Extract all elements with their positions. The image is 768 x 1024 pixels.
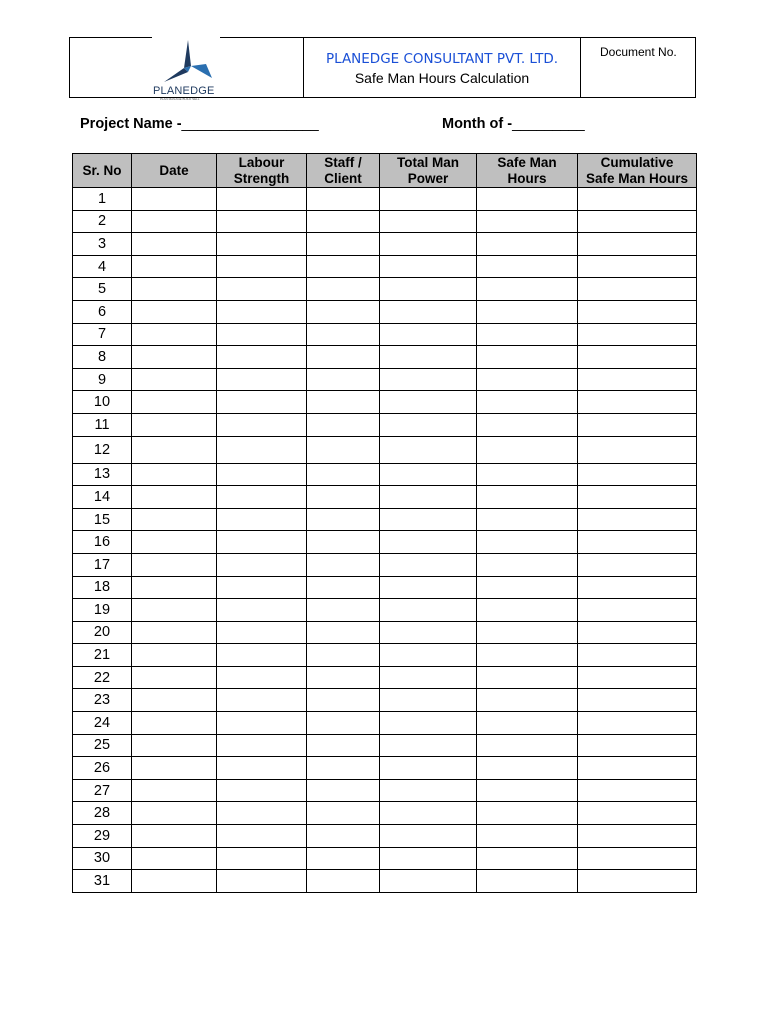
entry-cell[interactable]: [578, 553, 697, 576]
entry-cell[interactable]: [477, 463, 578, 486]
entry-cell[interactable]: [477, 666, 578, 689]
serial-number-cell: 2: [73, 210, 132, 233]
entry-cell[interactable]: [477, 802, 578, 825]
entry-cell[interactable]: [477, 210, 578, 233]
column-header-line: Sr. No: [82, 162, 122, 178]
entry-cell[interactable]: [380, 300, 477, 323]
entry-cell[interactable]: [578, 825, 697, 848]
entry-cell[interactable]: [477, 323, 578, 346]
entry-cell[interactable]: [477, 531, 578, 554]
entry-cell[interactable]: [380, 779, 477, 802]
entry-cell[interactable]: [217, 233, 307, 256]
month-blank[interactable]: _________: [512, 116, 585, 132]
entry-cell[interactable]: [477, 508, 578, 531]
entry-cell[interactable]: [217, 188, 307, 211]
entry-cell[interactable]: [307, 413, 380, 436]
serial-number-cell: 5: [73, 278, 132, 301]
entry-cell[interactable]: [380, 825, 477, 848]
entry-cell[interactable]: [132, 689, 217, 712]
table-row: [73, 847, 697, 870]
entry-cell[interactable]: [477, 825, 578, 848]
project-name-field[interactable]: [80, 116, 319, 132]
entry-cell[interactable]: [578, 368, 697, 391]
column-header-line: Client: [324, 170, 362, 186]
document-number-cell[interactable]: [581, 38, 695, 97]
entry-cell[interactable]: [477, 870, 578, 893]
entry-cell[interactable]: [380, 847, 477, 870]
entry-cell[interactable]: [217, 323, 307, 346]
table-body: [73, 188, 697, 893]
entry-cell[interactable]: [578, 210, 697, 233]
serial-number-cell: 8: [73, 346, 132, 369]
entry-cell[interactable]: [380, 712, 477, 735]
table-row: [73, 413, 697, 436]
entry-cell[interactable]: [132, 802, 217, 825]
table-row: [73, 802, 697, 825]
entry-cell[interactable]: [477, 255, 578, 278]
column-header-line: Safe Man Hours: [585, 170, 689, 186]
table-row: [73, 463, 697, 486]
project-name-label: Project Name -: [80, 116, 182, 132]
entry-cell[interactable]: [578, 463, 697, 486]
entry-cell[interactable]: [307, 734, 380, 757]
entry-cell[interactable]: [307, 463, 380, 486]
entry-cell[interactable]: [477, 233, 578, 256]
serial-number-cell: 3: [73, 233, 132, 256]
entry-cell[interactable]: [132, 644, 217, 667]
entry-cell[interactable]: [132, 734, 217, 757]
entry-cell[interactable]: [132, 553, 217, 576]
entry-cell[interactable]: [132, 346, 217, 369]
table-row: [73, 210, 697, 233]
entry-cell[interactable]: [307, 847, 380, 870]
entry-cell[interactable]: [132, 323, 217, 346]
entry-cell[interactable]: [380, 463, 477, 486]
entry-cell[interactable]: [578, 346, 697, 369]
column-header-line: Labour: [238, 154, 285, 170]
entry-cell[interactable]: [307, 391, 380, 414]
serial-number-cell: 21: [73, 644, 132, 667]
serial-number-cell: 7: [73, 323, 132, 346]
table-header-row: [73, 154, 697, 188]
entry-cell[interactable]: [132, 210, 217, 233]
table-row: [73, 368, 697, 391]
entry-cell[interactable]: [477, 779, 578, 802]
serial-number-cell: 20: [73, 621, 132, 644]
entry-cell[interactable]: [578, 576, 697, 599]
table-row: [73, 666, 697, 689]
table-row: [73, 599, 697, 622]
entry-cell[interactable]: [132, 847, 217, 870]
entry-cell[interactable]: [217, 870, 307, 893]
column-header-line: Safe Man: [497, 154, 557, 170]
planedge-logo-icon: [154, 38, 218, 86]
entry-cell[interactable]: [380, 413, 477, 436]
company-name: PLANEDGE CONSULTANT PVT. LTD.: [325, 51, 559, 67]
column-header: [307, 154, 380, 188]
table-row: [73, 323, 697, 346]
entry-cell[interactable]: [380, 255, 477, 278]
entry-cell[interactable]: [477, 346, 578, 369]
entry-cell[interactable]: [578, 644, 697, 667]
column-header: [380, 154, 477, 188]
entry-cell[interactable]: [380, 368, 477, 391]
entry-cell[interactable]: [477, 734, 578, 757]
document-number-label: Document No.: [600, 45, 677, 59]
serial-number-cell: 31: [73, 870, 132, 893]
serial-number-cell: 24: [73, 712, 132, 735]
entry-cell[interactable]: [477, 847, 578, 870]
entry-cell[interactable]: [380, 599, 477, 622]
entry-cell[interactable]: [307, 757, 380, 780]
entry-cell[interactable]: [132, 779, 217, 802]
form-title: Safe Man Hours Calculation: [354, 70, 530, 86]
entry-cell[interactable]: [477, 368, 578, 391]
entry-cell[interactable]: [307, 779, 380, 802]
entry-cell[interactable]: [307, 531, 380, 554]
serial-number-cell: 13: [73, 463, 132, 486]
entry-cell[interactable]: [380, 233, 477, 256]
entry-cell[interactable]: [380, 621, 477, 644]
entry-cell[interactable]: [307, 644, 380, 667]
entry-cell[interactable]: [477, 712, 578, 735]
entry-cell[interactable]: [307, 436, 380, 463]
entry-cell[interactable]: [217, 300, 307, 323]
entry-cell[interactable]: [307, 553, 380, 576]
table-row: [73, 436, 697, 463]
table-row: [73, 621, 697, 644]
entry-cell[interactable]: [578, 436, 697, 463]
serial-number-cell: 28: [73, 802, 132, 825]
table-row: [73, 644, 697, 667]
entry-cell[interactable]: [217, 391, 307, 414]
table-row: [73, 233, 697, 256]
entry-cell[interactable]: [380, 576, 477, 599]
entry-cell[interactable]: [307, 323, 380, 346]
entry-cell[interactable]: [217, 576, 307, 599]
entry-cell[interactable]: [217, 278, 307, 301]
entry-cell[interactable]: [132, 666, 217, 689]
entry-cell[interactable]: [307, 210, 380, 233]
column-header-line: Date: [159, 162, 189, 178]
entry-cell[interactable]: [217, 508, 307, 531]
entry-cell[interactable]: [477, 553, 578, 576]
entry-cell[interactable]: [217, 255, 307, 278]
entry-cell[interactable]: [578, 757, 697, 780]
title-cell: [304, 38, 581, 97]
entry-cell[interactable]: [307, 255, 380, 278]
entry-cell[interactable]: [132, 621, 217, 644]
entry-cell[interactable]: [217, 779, 307, 802]
entry-cell[interactable]: [132, 278, 217, 301]
serial-number-cell: 16: [73, 531, 132, 554]
table-row: [73, 255, 697, 278]
entry-cell[interactable]: [307, 870, 380, 893]
serial-number-cell: 10: [73, 391, 132, 414]
column-header-line: Cumulative: [600, 154, 674, 170]
entry-cell[interactable]: [217, 210, 307, 233]
entry-cell[interactable]: [380, 689, 477, 712]
entry-cell[interactable]: [217, 463, 307, 486]
project-name-blank[interactable]: _________________: [181, 116, 319, 132]
table-row: [73, 486, 697, 509]
table-row: [73, 870, 697, 893]
column-header-line: Staff /: [324, 154, 362, 170]
serial-number-cell: 25: [73, 734, 132, 757]
month-field[interactable]: [442, 116, 585, 132]
serial-number-cell: 30: [73, 847, 132, 870]
logo-wordmark: PLANEDGE: [153, 85, 215, 97]
entry-cell[interactable]: [217, 413, 307, 436]
entry-cell[interactable]: [477, 644, 578, 667]
serial-number-cell: 11: [73, 413, 132, 436]
entry-cell[interactable]: [380, 508, 477, 531]
entry-cell[interactable]: [477, 300, 578, 323]
entry-cell[interactable]: [307, 188, 380, 211]
column-header: [578, 154, 697, 188]
serial-number-cell: 17: [73, 553, 132, 576]
entry-cell[interactable]: [217, 689, 307, 712]
entry-cell[interactable]: [380, 210, 477, 233]
logo-cell: [70, 38, 304, 101]
entry-cell[interactable]: [132, 255, 217, 278]
entry-cell[interactable]: [578, 712, 697, 735]
entry-cell[interactable]: [477, 413, 578, 436]
table-row: [73, 825, 697, 848]
entry-cell[interactable]: [578, 689, 697, 712]
entry-cell[interactable]: [578, 802, 697, 825]
serial-number-cell: 27: [73, 779, 132, 802]
entry-cell[interactable]: [380, 346, 477, 369]
entry-cell[interactable]: [380, 323, 477, 346]
entry-cell[interactable]: [132, 436, 217, 463]
entry-cell[interactable]: [477, 599, 578, 622]
serial-number-cell: 19: [73, 599, 132, 622]
entry-cell[interactable]: [217, 486, 307, 509]
entry-cell[interactable]: [217, 712, 307, 735]
entry-cell[interactable]: [380, 188, 477, 211]
table-row: [73, 734, 697, 757]
entry-cell[interactable]: [578, 847, 697, 870]
serial-number-cell: 4: [73, 255, 132, 278]
table-row: [73, 757, 697, 780]
table-row: [73, 278, 697, 301]
entry-cell[interactable]: [307, 233, 380, 256]
entry-cell[interactable]: [217, 599, 307, 622]
entry-cell[interactable]: [132, 463, 217, 486]
entry-cell[interactable]: [380, 553, 477, 576]
entry-cell[interactable]: [217, 531, 307, 554]
entry-cell[interactable]: [578, 391, 697, 414]
entry-cell[interactable]: [578, 413, 697, 436]
entry-cell[interactable]: [380, 436, 477, 463]
entry-cell[interactable]: [132, 531, 217, 554]
serial-number-cell: 9: [73, 368, 132, 391]
entry-cell[interactable]: [578, 666, 697, 689]
table-row: [73, 346, 697, 369]
entry-cell[interactable]: [217, 644, 307, 667]
entry-cell[interactable]: [578, 323, 697, 346]
entry-cell[interactable]: [380, 486, 477, 509]
entry-cell[interactable]: [307, 621, 380, 644]
table-row: [73, 779, 697, 802]
document-header: [69, 37, 696, 101]
entry-cell[interactable]: [132, 233, 217, 256]
entry-cell[interactable]: [578, 255, 697, 278]
entry-cell[interactable]: [307, 368, 380, 391]
entry-cell[interactable]: [380, 531, 477, 554]
entry-cell[interactable]: [132, 188, 217, 211]
entry-cell[interactable]: [578, 734, 697, 757]
entry-cell[interactable]: [132, 508, 217, 531]
entry-cell[interactable]: [217, 825, 307, 848]
entry-cell[interactable]: [578, 508, 697, 531]
serial-number-cell: 23: [73, 689, 132, 712]
entry-cell[interactable]: [477, 391, 578, 414]
entry-cell[interactable]: [477, 436, 578, 463]
entry-cell[interactable]: [307, 802, 380, 825]
entry-cell[interactable]: [217, 734, 307, 757]
column-header: [73, 154, 132, 188]
entry-cell[interactable]: [477, 486, 578, 509]
entry-cell[interactable]: [217, 553, 307, 576]
serial-number-cell: 14: [73, 486, 132, 509]
entry-cell[interactable]: [578, 233, 697, 256]
entry-cell[interactable]: [132, 576, 217, 599]
entry-cell[interactable]: [307, 599, 380, 622]
entry-cell[interactable]: [380, 757, 477, 780]
serial-number-cell: 15: [73, 508, 132, 531]
entry-cell[interactable]: [578, 278, 697, 301]
column-header-line: Power: [407, 170, 449, 186]
table-row: [73, 391, 697, 414]
entry-cell[interactable]: [132, 870, 217, 893]
entry-cell[interactable]: [380, 734, 477, 757]
entry-cell[interactable]: [217, 757, 307, 780]
entry-cell[interactable]: [307, 689, 380, 712]
table-row: [73, 689, 697, 712]
entry-cell[interactable]: [132, 391, 217, 414]
serial-number-cell: 12: [73, 436, 132, 463]
entry-cell[interactable]: [132, 486, 217, 509]
entry-cell[interactable]: [578, 300, 697, 323]
entry-cell[interactable]: [578, 486, 697, 509]
safe-man-hours-table: [72, 153, 697, 893]
entry-cell[interactable]: [307, 300, 380, 323]
entry-cell[interactable]: [132, 300, 217, 323]
entry-cell[interactable]: [217, 621, 307, 644]
serial-number-cell: 6: [73, 300, 132, 323]
serial-number-cell: 18: [73, 576, 132, 599]
entry-cell[interactable]: [477, 278, 578, 301]
entry-cell[interactable]: [307, 508, 380, 531]
entry-cell[interactable]: [132, 757, 217, 780]
entry-cell[interactable]: [578, 531, 697, 554]
logo-tagline: PLAN MANAGE BUILD SELL: [160, 97, 200, 101]
column-header: [477, 154, 578, 188]
entry-cell[interactable]: [307, 346, 380, 369]
entry-cell[interactable]: [578, 870, 697, 893]
table-row: [73, 508, 697, 531]
entry-cell[interactable]: [307, 486, 380, 509]
entry-cell[interactable]: [578, 779, 697, 802]
table-row: [73, 576, 697, 599]
entry-cell[interactable]: [477, 621, 578, 644]
table-row: [73, 300, 697, 323]
table-row: [73, 531, 697, 554]
entry-cell[interactable]: [217, 436, 307, 463]
entry-cell[interactable]: [477, 757, 578, 780]
entry-cell[interactable]: [477, 576, 578, 599]
entry-cell[interactable]: [132, 368, 217, 391]
entry-cell[interactable]: [380, 666, 477, 689]
column-header: [132, 154, 217, 188]
entry-cell[interactable]: [132, 825, 217, 848]
entry-cell[interactable]: [217, 368, 307, 391]
entry-cell[interactable]: [380, 391, 477, 414]
entry-cell[interactable]: [578, 599, 697, 622]
entry-cell[interactable]: [307, 278, 380, 301]
entry-cell[interactable]: [477, 689, 578, 712]
entry-cell[interactable]: [578, 188, 697, 211]
entry-cell[interactable]: [307, 712, 380, 735]
entry-cell[interactable]: [380, 644, 477, 667]
entry-cell[interactable]: [307, 666, 380, 689]
entry-cell[interactable]: [132, 413, 217, 436]
column-header-line: Hours: [507, 170, 547, 186]
entry-cell[interactable]: [217, 802, 307, 825]
entry-cell[interactable]: [307, 825, 380, 848]
entry-cell[interactable]: [132, 712, 217, 735]
entry-cell[interactable]: [132, 599, 217, 622]
serial-number-cell: 1: [73, 188, 132, 211]
column-header-line: Total Man: [397, 154, 459, 170]
serial-number-cell: 26: [73, 757, 132, 780]
table-row: [73, 188, 697, 211]
entry-cell[interactable]: [380, 870, 477, 893]
entry-cell[interactable]: [477, 188, 578, 211]
entry-cell[interactable]: [217, 666, 307, 689]
column-header-line: Strength: [233, 170, 290, 186]
entry-cell[interactable]: [380, 802, 477, 825]
entry-cell[interactable]: [578, 621, 697, 644]
column-header: [217, 154, 307, 188]
entry-cell[interactable]: [307, 576, 380, 599]
entry-cell[interactable]: [217, 847, 307, 870]
table-row: [73, 553, 697, 576]
entry-cell[interactable]: [380, 278, 477, 301]
serial-number-cell: 22: [73, 666, 132, 689]
entry-cell[interactable]: [217, 346, 307, 369]
table-row: [73, 712, 697, 735]
month-label: Month of -: [442, 116, 513, 132]
serial-number-cell: 29: [73, 825, 132, 848]
